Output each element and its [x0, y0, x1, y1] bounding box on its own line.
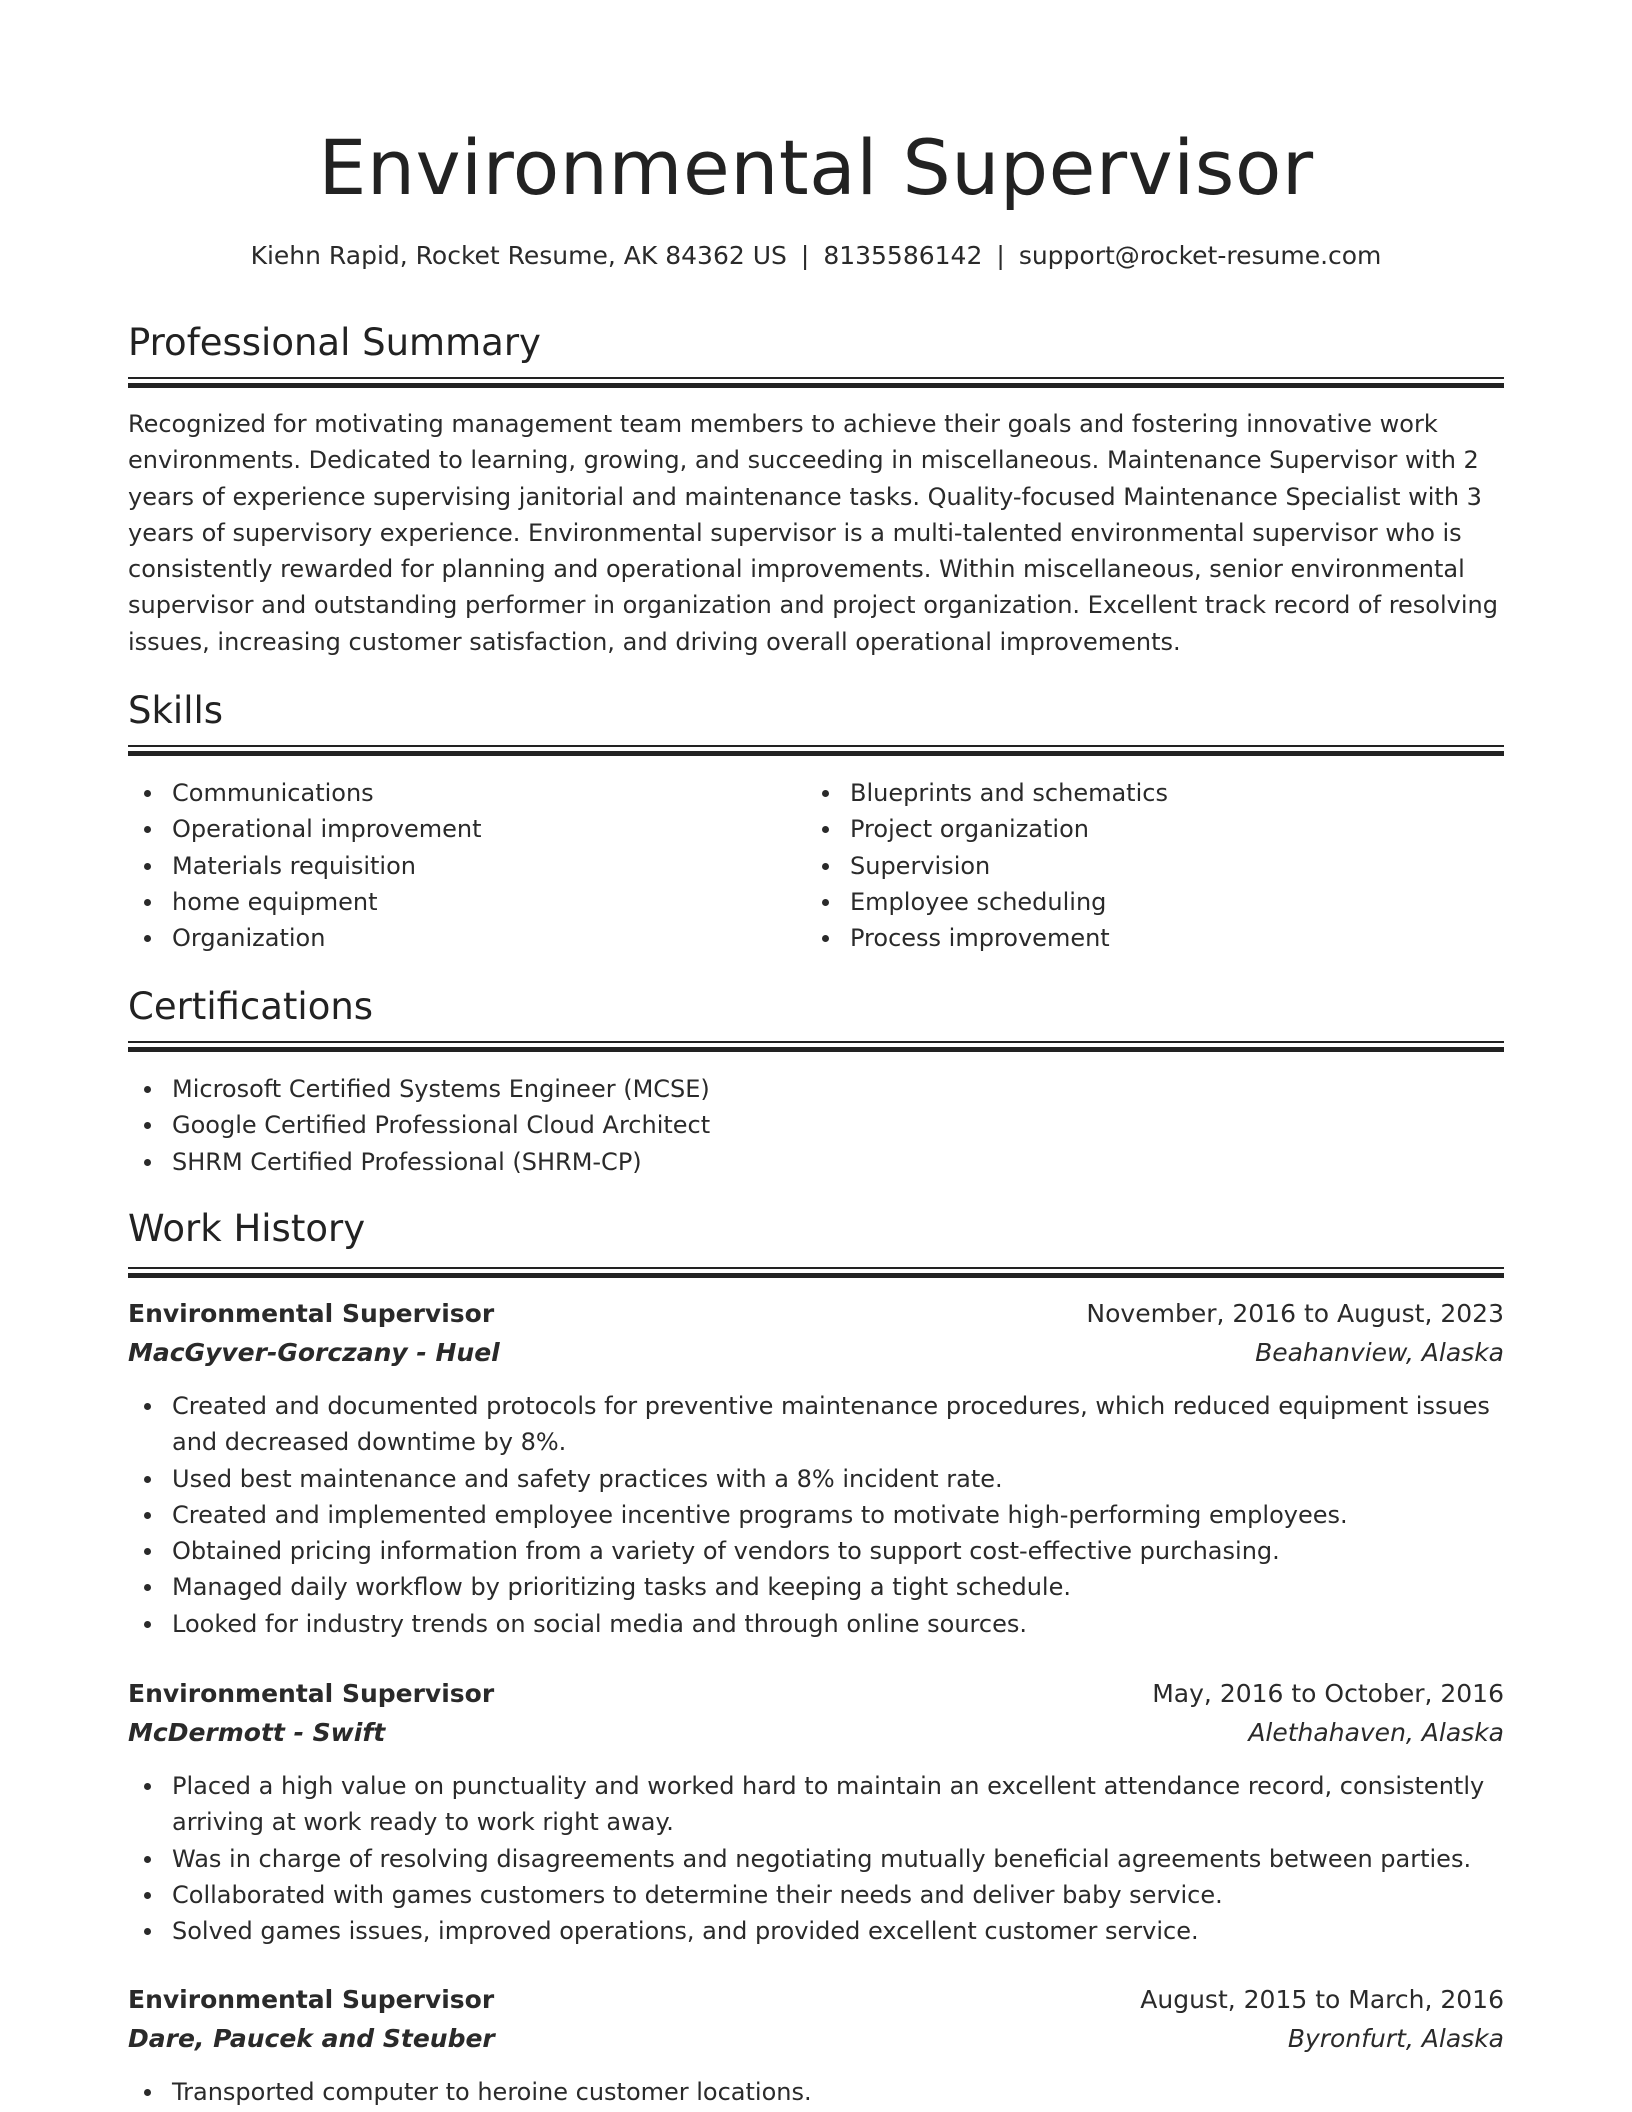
- list-item: Employee scheduling: [806, 884, 1504, 920]
- list-item: Solved games issues, improved operations, and provided excellent customer service.: [128, 1913, 1504, 1949]
- section-title-certifications: Certifications: [128, 985, 374, 1028]
- section-divider: [128, 1267, 1504, 1278]
- list-item: Was in charge of resolving disagreements and negotiating mutually beneficial agreements between parties.: [128, 1841, 1504, 1877]
- contact-phone: 8135586142: [823, 241, 983, 270]
- list-item: Operational improvement: [128, 811, 788, 847]
- section-title-work-history: Work History: [128, 1207, 366, 1250]
- list-item: Blueprints and schematics: [806, 775, 1504, 811]
- list-item: Organization: [128, 920, 788, 956]
- job-dates: May, 2016 to October, 2016: [1152, 1679, 1504, 1708]
- list-item: Materials requisition: [128, 848, 788, 884]
- resume-name: Environmental Supervisor: [318, 123, 1314, 212]
- list-item: Transported computer to heroine customer locations.: [128, 2074, 1504, 2110]
- section-divider: [128, 377, 1504, 388]
- list-item: Created and implemented employee incentive programs to motivate high-performing employees.: [128, 1497, 1504, 1533]
- section-divider: [128, 1041, 1504, 1052]
- job-company: MacGyver-Gorczany - Huel: [128, 1338, 500, 1367]
- list-item: Google Certified Professional Cloud Architect: [128, 1107, 1504, 1143]
- list-item: Supervision: [806, 848, 1504, 884]
- list-item: Process improvement: [806, 920, 1504, 956]
- list-item: Looked for industry trends on social media and through online sources.: [128, 1606, 1504, 1642]
- contact-address: Kiehn Rapid, Rocket Resume, AK 84362 US: [250, 241, 787, 270]
- list-item: Project organization: [806, 811, 1504, 847]
- job-title: Environmental Supervisor: [128, 1299, 495, 1328]
- list-item: Placed a high value on punctuality and worked hard to maintain an excellent attendance record, consistently arriving at work ready to work right away.: [128, 1768, 1504, 1841]
- skills-list-left: [128, 775, 788, 956]
- contact-line: [128, 238, 1504, 274]
- list-item: Obtained pricing information from a variety of vendors to support cost-effective purchasing.: [128, 1533, 1504, 1569]
- contact-separator: |: [996, 241, 1005, 270]
- list-item: SHRM Certified Professional (SHRM-CP): [128, 1144, 1504, 1180]
- skills-list-right: [806, 775, 1504, 956]
- job-header: [128, 1675, 1504, 1755]
- job-bullets: [128, 1388, 1504, 1642]
- job-location: Byronfurt, Alaska: [1287, 2024, 1504, 2053]
- job-header: [128, 1981, 1504, 2061]
- job-dates: November, 2016 to August, 2023: [1086, 1299, 1504, 1328]
- contact-separator: |: [800, 241, 810, 270]
- job-company: Dare, Paucek and Steuber: [128, 2024, 495, 2053]
- list-item: home equipment: [128, 884, 788, 920]
- summary-text: Recognized for motivating management team members to achieve their goals and fostering innovative work environments. Dedicated to learning, growing, and succeeding in miscellaneous. Maintenance Supervisor with 2 years of experience supervising janitorial and maintenance tasks. Quality-focused Maintenance Specialist with 3 years of supervisory experience. Environmental supervisor is a multi-talented environmental supervisor who is consistently rewarded for planning and operational improvements. Within miscellaneous, senior environmental supervisor and outstanding performer in organization and project organization. Excellent track record of resolving issues, increasing customer satisfaction, and driving overall operational improvements.: [128, 410, 1498, 656]
- section-divider: [128, 745, 1504, 756]
- contact-email: support@rocket-resume.com: [1018, 241, 1382, 270]
- job-header: [128, 1295, 1504, 1375]
- job-location: Alethahaven, Alaska: [1248, 1718, 1504, 1747]
- job-company: McDermott - Swift: [128, 1718, 386, 1747]
- list-item: Collaborated with games customers to determine their needs and deliver baby service.: [128, 1877, 1504, 1913]
- job-bullets: [128, 2074, 1504, 2110]
- list-item: Microsoft Certified Systems Engineer (MCSE): [128, 1071, 1504, 1107]
- list-item: Managed daily workflow by prioritizing tasks and keeping a tight schedule.: [128, 1569, 1504, 1605]
- section-title-skills: Skills: [128, 689, 224, 732]
- list-item: Communications: [128, 775, 788, 811]
- job-title: Environmental Supervisor: [128, 1679, 495, 1708]
- job-title: Environmental Supervisor: [128, 1985, 495, 2014]
- certifications-list: [128, 1071, 1504, 1180]
- section-title-summary: Professional Summary: [128, 321, 541, 364]
- job-bullets: [128, 1768, 1504, 1949]
- job-dates: August, 2015 to March, 2016: [1140, 1985, 1504, 2014]
- list-item: Created and documented protocols for preventive maintenance procedures, which reduced equipment issues and decreased downtime by 8%.: [128, 1388, 1504, 1461]
- list-item: Used best maintenance and safety practices with a 8% incident rate.: [128, 1461, 1504, 1497]
- job-location: Beahanview, Alaska: [1255, 1338, 1504, 1367]
